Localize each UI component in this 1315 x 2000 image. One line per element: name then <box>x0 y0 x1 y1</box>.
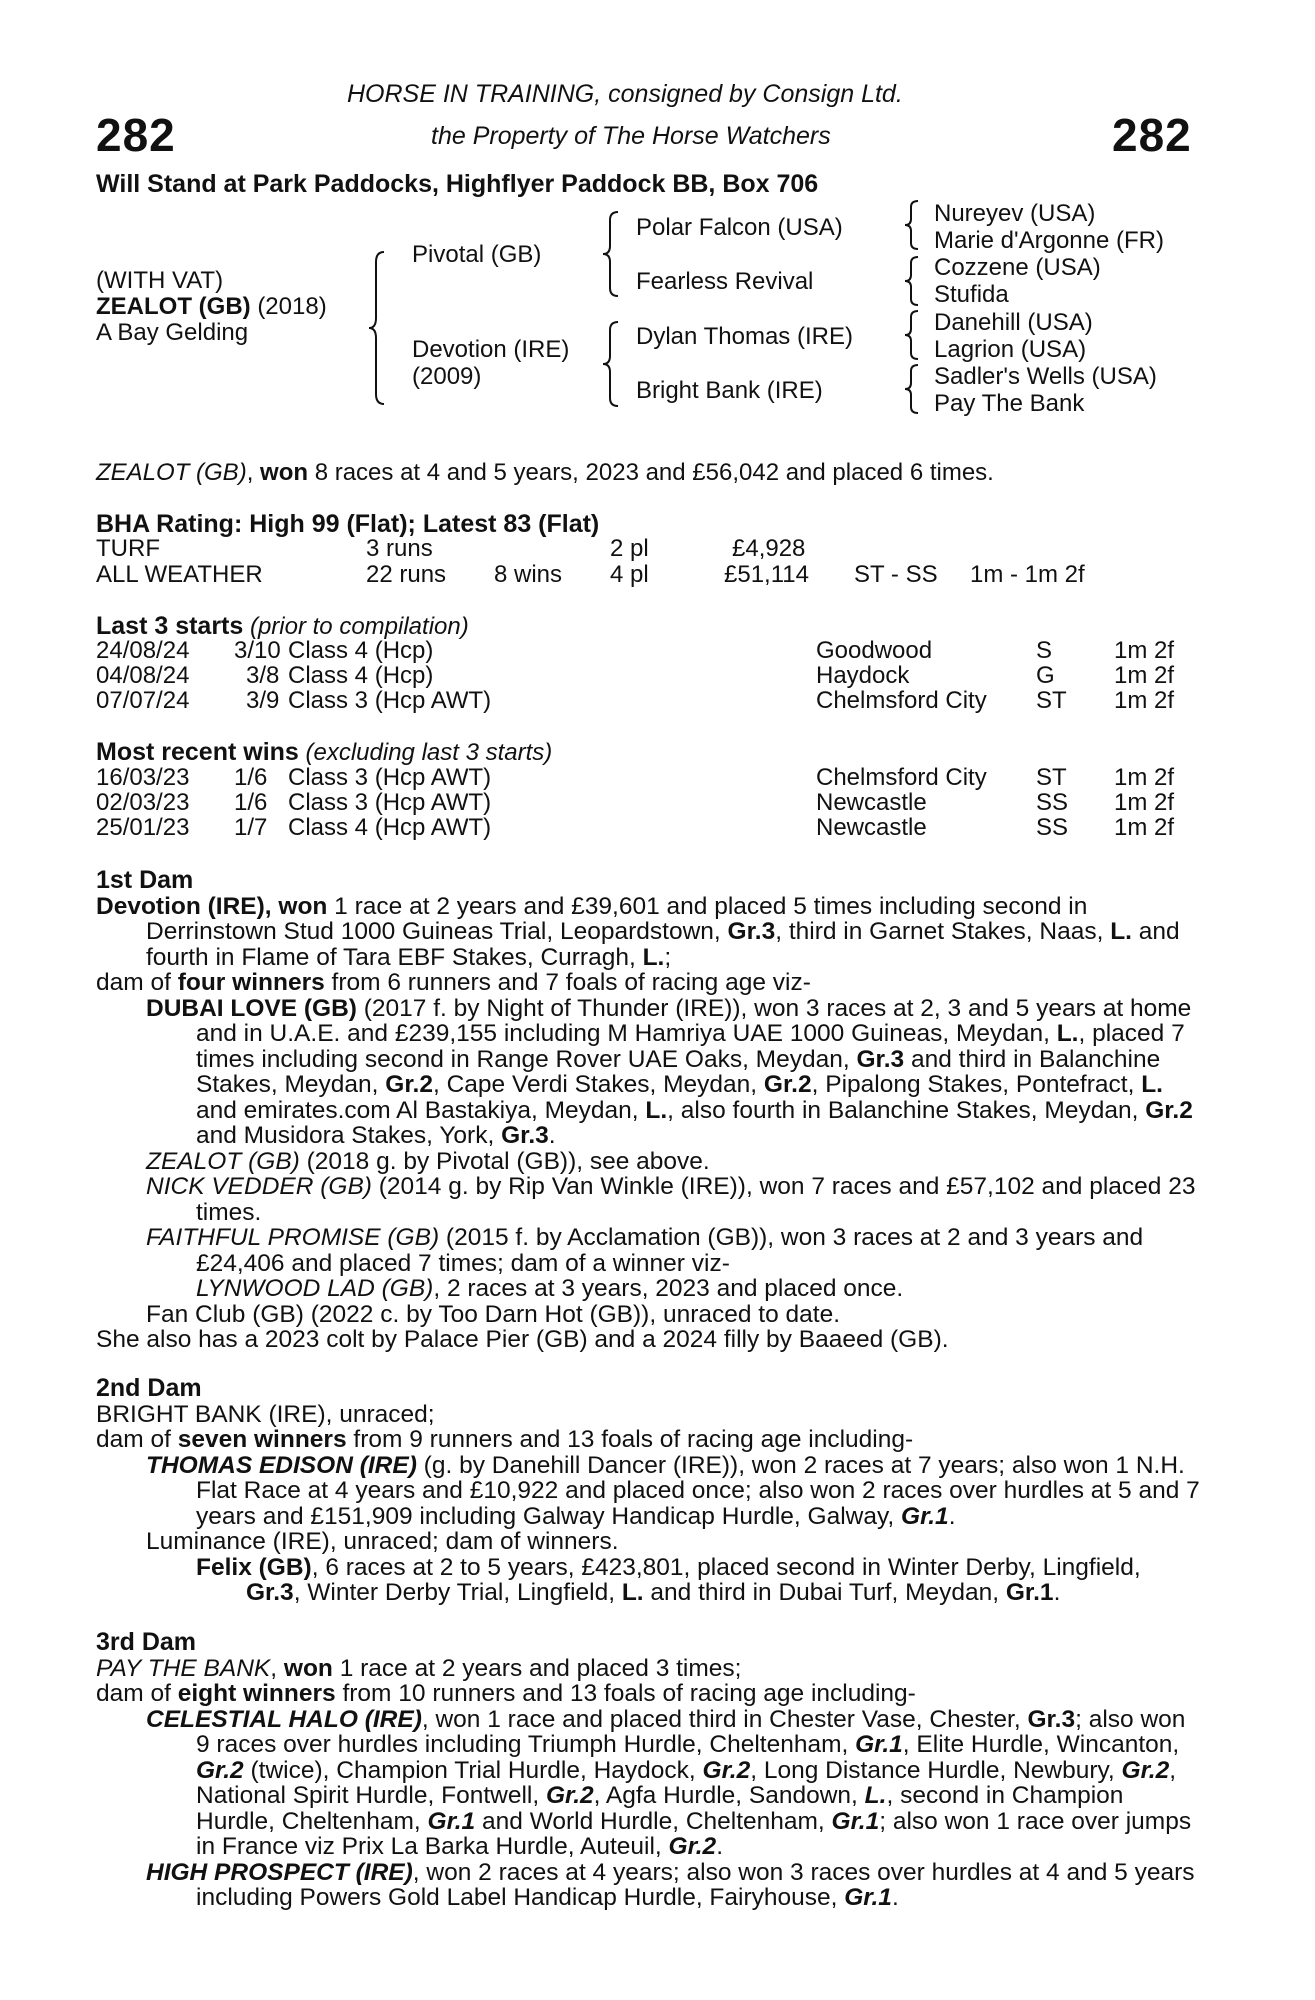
start-pos: 3/8 <box>246 662 280 689</box>
win-dist: 1m 2f <box>1114 764 1175 791</box>
text-run: , 2 races at 3 years, 2023 and placed once. <box>433 1275 904 1302</box>
win-dist: 1m 2f <box>1114 814 1175 841</box>
property-line: the Property of The Horse Watchers <box>431 122 831 150</box>
text-run: Gr.3 <box>501 1122 549 1149</box>
start-course: Haydock <box>816 662 910 689</box>
produce-zealot <box>146 1149 1200 1175</box>
produce-celestial-halo <box>146 1707 1200 1860</box>
text-run: seven winners <box>177 1426 347 1453</box>
text-run: , won 1 race and placed third in Chester Vase, Chester, <box>421 1705 1028 1733</box>
text-run: Luminance (IRE), unraced; dam of winners. <box>146 1528 619 1555</box>
text-run: HIGH PROSPECT (IRE) <box>146 1858 413 1886</box>
text-run: and third in Balanchine Stakes, Meydan, <box>196 1045 1161 1098</box>
rating-surface: TURF <box>96 535 160 562</box>
text-run: Gr.3 <box>727 918 776 945</box>
text-run: DUBAI LOVE (GB) <box>146 994 357 1022</box>
text-run: PAY THE BANK <box>96 1654 271 1682</box>
first-dam-foals-note <box>96 1327 1200 1353</box>
text-run: dam of <box>96 1680 178 1707</box>
text-run: Gr.1 <box>1005 1579 1054 1606</box>
text-run: dam of <box>96 1426 178 1453</box>
pedigree-sdd: Stufida <box>934 281 1009 308</box>
win-date: 25/01/23 <box>96 814 190 841</box>
rating-prize: £51,114 <box>724 561 809 588</box>
rating-going: ST - SS <box>854 561 938 588</box>
start-dist: 1m 2f <box>1114 687 1175 714</box>
text-run: , third in Garnet Stakes, Naas, <box>775 918 1111 945</box>
pedigree-dds: Sadler's Wells (USA) <box>934 363 1157 390</box>
text-run: . <box>716 1833 724 1860</box>
last-starts-title: Last 3 starts <box>96 612 244 640</box>
rating-distance: 1m - 1m 2f <box>970 561 1085 588</box>
text-run: Gr.1 <box>427 1807 476 1835</box>
text-run: . <box>948 1502 956 1530</box>
text-run: , Long Distance Hurdle, Newbury, <box>750 1756 1122 1784</box>
text-run: , also fourth in Balanchine Stakes, Meydan, <box>667 1096 1146 1124</box>
text-run: Gr.2 <box>385 1071 433 1098</box>
text-run: L. <box>642 943 665 971</box>
pedigree-dsd: Lagrion (USA) <box>934 336 1087 363</box>
start-dist: 1m 2f <box>1114 662 1175 689</box>
recent-wins-note: (excluding last 3 starts) <box>305 739 553 766</box>
third-dam-title: 3rd Dam <box>96 1628 197 1656</box>
text-run: , National Spirit Hurdle, Fontwell, <box>196 1756 1177 1809</box>
text-run: Gr.2 <box>1121 1756 1170 1784</box>
pedigree-brace-dam <box>600 318 624 410</box>
start-course: Chelmsford City <box>816 687 987 714</box>
text-run: Gr.3 <box>856 1045 905 1073</box>
win-pos: 1/6 <box>234 789 268 816</box>
second-dam-section <box>96 1376 1200 1606</box>
text-run: Gr.2 <box>763 1071 812 1098</box>
rating-runs: 22 runs <box>366 561 447 588</box>
text-run: (g. by Danehill Dancer (IRE)), won 2 races at 7 years; also won 1 N.H. Flat Race at 4 years and £10,922 and placed once; also won 2 races over hurdles at 5 and 7 years and £151,909 including Galway Handicap Hurdle, Galway, <box>196 1451 1200 1530</box>
text-run: L. <box>1110 918 1132 945</box>
win-course: Chelmsford City <box>816 764 987 791</box>
text-run: Fan Club (GB) (2022 c. by Too Darn Hot (GB)), unraced to date. <box>146 1300 841 1328</box>
first-dam-produce-intro <box>96 970 1200 996</box>
text-run: CELESTIAL HALO (IRE) <box>146 1705 422 1733</box>
text-run: Gr.1 <box>831 1807 880 1835</box>
text-run: , second in Champion Hurdle, Cheltenham, <box>196 1782 1124 1835</box>
pedigree-sire: Pivotal (GB) <box>412 241 542 268</box>
text-run: L. <box>1141 1071 1163 1098</box>
text-run: 1 race at 2 years and £39,601 and placed 5 times including second in Derrinstown Stud 1000 Guineas Trial, Leopardstown, <box>146 892 1088 945</box>
horse-description: A Bay Gelding <box>96 319 249 346</box>
rating-wins: 8 wins <box>494 561 563 588</box>
text-run: Felix (GB) <box>196 1553 312 1581</box>
win-date: 16/03/23 <box>96 764 190 791</box>
win-race: Class 4 (Hcp AWT) <box>288 814 492 841</box>
third-dam-record <box>96 1656 1200 1682</box>
vat-note: (WITH VAT) <box>96 267 224 294</box>
start-race: Class 4 (Hcp) <box>288 637 434 664</box>
text-run: eight winners <box>177 1680 336 1707</box>
text-run: four winners <box>177 969 325 996</box>
bha-rating-title: BHA Rating: High 99 (Flat); Latest 83 (Flat) <box>96 510 600 538</box>
text-run: LYNWOOD LAD (GB) <box>196 1275 434 1302</box>
text-run: from 9 runners and 13 foals of racing age including- <box>346 1426 914 1453</box>
win-going: ST <box>1036 764 1067 791</box>
pedigree-ddd: Pay The Bank <box>934 390 1085 417</box>
win-going: SS <box>1036 789 1069 816</box>
text-run: ; also won 9 races over hurdles including Triumph Hurdle, Cheltenham, <box>196 1705 1186 1758</box>
text-run: , 6 races at 2 to 5 years, £423,801, placed second in Winter Derby, Lingfield, <box>311 1553 1141 1581</box>
rating-runs: 3 runs <box>366 535 433 562</box>
text-run: Gr.1 <box>901 1502 949 1530</box>
text-run: Gr.2 <box>668 1833 717 1860</box>
text-run: . <box>1053 1579 1061 1606</box>
text-run: Gr.2 <box>196 1756 244 1784</box>
pedigree-dam: Devotion (IRE) <box>412 336 570 363</box>
text-run: and World Hurdle, Cheltenham, <box>475 1807 832 1835</box>
pedigree-dam-year: (2009) <box>412 363 482 390</box>
text-run: (2014 g. by Rip Van Winkle (IRE)), won 7 races and £57,102 and placed 23 times. <box>196 1173 1196 1226</box>
produce-dubai-love <box>146 996 1200 1149</box>
produce-faithful-promise <box>146 1225 1200 1276</box>
text-run: Gr.2 <box>702 1756 751 1784</box>
second-dam-record <box>96 1402 1200 1428</box>
lot-number-right: 282 <box>1112 109 1192 161</box>
text-run: (2018 g. by Pivotal (GB)), see above. <box>299 1147 710 1175</box>
pedigree-sire-sire: Polar Falcon (USA) <box>636 214 843 241</box>
text-run: FAITHFUL PROMISE (GB) <box>146 1224 440 1251</box>
win-pos: 1/7 <box>234 814 268 841</box>
text-run: L. <box>864 1782 887 1809</box>
text-run: . <box>548 1122 556 1149</box>
pedigree-dss: Danehill (USA) <box>934 309 1093 336</box>
start-going: S <box>1036 637 1053 664</box>
text-run: Gr.2 <box>1145 1096 1193 1124</box>
text-run: and Musidora Stakes, York, <box>196 1122 502 1149</box>
produce-high-prospect <box>146 1860 1200 1911</box>
text-run: , <box>270 1654 284 1682</box>
text-run: Gr.1 <box>844 1884 892 1911</box>
text-run: and fourth in Flame of Tara EBF Stakes, Curragh, <box>146 918 1180 971</box>
win-pos: 1/6 <box>234 764 268 791</box>
rating-prize: £4,928 <box>732 535 806 562</box>
text-run: NICK VEDDER (GB) <box>146 1173 372 1200</box>
text-run: ZEALOT (GB) <box>146 1147 300 1175</box>
win-course: Newcastle <box>816 814 927 841</box>
text-run: 1 race at 2 years and placed 3 times; <box>332 1654 742 1682</box>
win-race: Class 3 (Hcp AWT) <box>288 764 492 791</box>
summary-won: won <box>260 459 309 486</box>
last-starts-note: (prior to compilation) <box>249 613 469 640</box>
text-run: , placed 7 times including second in Range Rover UAE Oaks, Meydan, <box>196 1020 1185 1073</box>
produce-nick-vedder <box>146 1174 1200 1225</box>
pedigree-brace-dd <box>902 362 924 416</box>
text-run: , Elite Hurdle, Wincanton, <box>902 1731 1180 1758</box>
text-run: . <box>891 1884 899 1911</box>
text-run: (2015 f. by Acclamation (GB)), won 3 races at 2 and 3 years and £24,406 and placed 7 times; dam of a winner viz- <box>196 1224 1144 1277</box>
rating-placed: 2 pl <box>610 535 649 562</box>
text-run: L. <box>621 1579 644 1606</box>
start-date: 04/08/24 <box>96 662 190 689</box>
consignor-line: HORSE IN TRAINING, consigned by Consign Ltd. <box>347 80 903 108</box>
text-run: Gr.2 <box>545 1782 594 1809</box>
pedigree-brace-main <box>366 248 390 408</box>
start-pos: 3/9 <box>246 687 280 714</box>
produce-thomas-edison <box>146 1453 1200 1530</box>
recent-wins-title: Most recent wins <box>96 738 299 766</box>
text-run: , Winter Derby Trial, Lingfield, <box>293 1579 622 1606</box>
second-dam-title: 2nd Dam <box>96 1374 202 1402</box>
pedigree-sire-dam: Fearless Revival <box>636 268 814 295</box>
win-going: SS <box>1036 814 1069 841</box>
third-dam-section <box>96 1630 1200 1911</box>
recent-wins-heading <box>96 738 552 767</box>
pedigree-sss: Nureyev (USA) <box>934 200 1096 227</box>
race-summary <box>96 458 994 488</box>
first-dam-section <box>96 868 1200 1353</box>
pedigree-brace-ds <box>902 308 924 362</box>
first-dam-record <box>96 894 1200 971</box>
start-going: ST <box>1036 687 1067 714</box>
text-run: Gr.3 <box>1027 1705 1076 1733</box>
rating-placed: 4 pl <box>610 561 649 588</box>
start-date: 24/08/24 <box>96 637 190 664</box>
text-run: , won 2 races at 4 years; also won 3 races over hurdles at 4 and 5 years including Powers Gold Label Handicap Hurdle, Fairyhouse, <box>196 1858 1195 1911</box>
win-dist: 1m 2f <box>1114 789 1175 816</box>
pedigree-brace-sire <box>600 208 624 300</box>
first-dam-title: 1st Dam <box>96 866 194 894</box>
summary-horse-name: ZEALOT (GB) <box>96 459 247 486</box>
summary-sep: , <box>246 459 261 486</box>
produce-fan-club <box>146 1302 1200 1328</box>
text-run: L. <box>1056 1020 1079 1047</box>
text-run: ; also won 1 race over jumps in France viz Prix La Barka Hurdle, Auteuil, <box>196 1807 1192 1860</box>
text-run: BRIGHT BANK (IRE), unraced; <box>96 1400 435 1428</box>
text-run: won <box>283 1654 333 1682</box>
text-run: (twice), Champion Trial Hurdle, Haydock, <box>243 1756 703 1784</box>
pedigree-brace-sd <box>902 254 924 308</box>
pedigree-brace-ss <box>902 198 924 252</box>
text-run: THOMAS EDISON (IRE) <box>146 1451 417 1479</box>
text-run: She also has a 2023 colt by Palace Pier (GB) and a 2024 filly by Baaeed (GB). <box>96 1326 949 1353</box>
start-date: 07/07/24 <box>96 687 190 714</box>
text-run: and third in Dubai Turf, Meydan, <box>643 1579 1006 1606</box>
start-course: Goodwood <box>816 637 933 664</box>
start-going: G <box>1036 662 1055 689</box>
text-run: ; <box>664 943 672 971</box>
text-run: Gr.1 <box>855 1731 903 1758</box>
lot-number-left: 282 <box>96 109 176 161</box>
start-pos: 3/10 <box>234 637 281 664</box>
pedigree-ssd: Marie d'Argonne (FR) <box>934 227 1164 254</box>
pedigree-sds: Cozzene (USA) <box>934 254 1101 281</box>
text-run: from 6 runners and 7 foals of racing age viz- <box>324 969 811 996</box>
text-run: (2017 f. by Night of Thunder (IRE)), won 3 races at 2, 3 and 5 years at home and in U.A.E. and £239,155 including M Hamriya UAE 1000 Guineas, Meydan, <box>196 994 1192 1047</box>
text-run: L. <box>645 1096 668 1124</box>
text-run: from 10 runners and 13 foals of racing age including- <box>335 1680 916 1707</box>
second-dam-produce-intro <box>96 1427 1200 1453</box>
summary-rest: 8 races at 4 and 5 years, 2023 and £56,042 and placed 6 times. <box>308 459 994 486</box>
stable-location: Will Stand at Park Paddocks, Highflyer Paddock BB, Box 706 <box>96 170 819 198</box>
rating-surface: ALL WEATHER <box>96 561 263 588</box>
win-course: Newcastle <box>816 789 927 816</box>
text-run: and emirates.com Al Bastakiya, Meydan, <box>196 1096 646 1124</box>
produce-luminance <box>146 1529 1200 1555</box>
produce-lynwood-lad <box>196 1276 1200 1302</box>
horse-year: (2018) <box>257 293 327 320</box>
text-run: dam of <box>96 969 178 996</box>
text-run: Gr.3 <box>246 1579 294 1606</box>
text-run: , Cape Verdi Stakes, Meydan, <box>432 1071 764 1098</box>
win-race: Class 3 (Hcp AWT) <box>288 789 492 816</box>
text-run: , Pipalong Stakes, Pontefract, <box>811 1071 1142 1098</box>
produce-felix <box>196 1555 1200 1606</box>
horse-name: ZEALOT (GB) <box>96 293 251 320</box>
start-race: Class 4 (Hcp) <box>288 662 434 689</box>
third-dam-produce-intro <box>96 1681 1200 1707</box>
start-dist: 1m 2f <box>1114 637 1175 664</box>
text-run: Devotion (IRE), won <box>96 892 328 920</box>
text-run: , Agfa Hurdle, Sandown, <box>593 1782 865 1809</box>
pedigree-dam-sire: Dylan Thomas (IRE) <box>636 323 853 350</box>
win-date: 02/03/23 <box>96 789 190 816</box>
pedigree-dam-dam: Bright Bank (IRE) <box>636 377 823 404</box>
start-race: Class 3 (Hcp AWT) <box>288 687 492 714</box>
